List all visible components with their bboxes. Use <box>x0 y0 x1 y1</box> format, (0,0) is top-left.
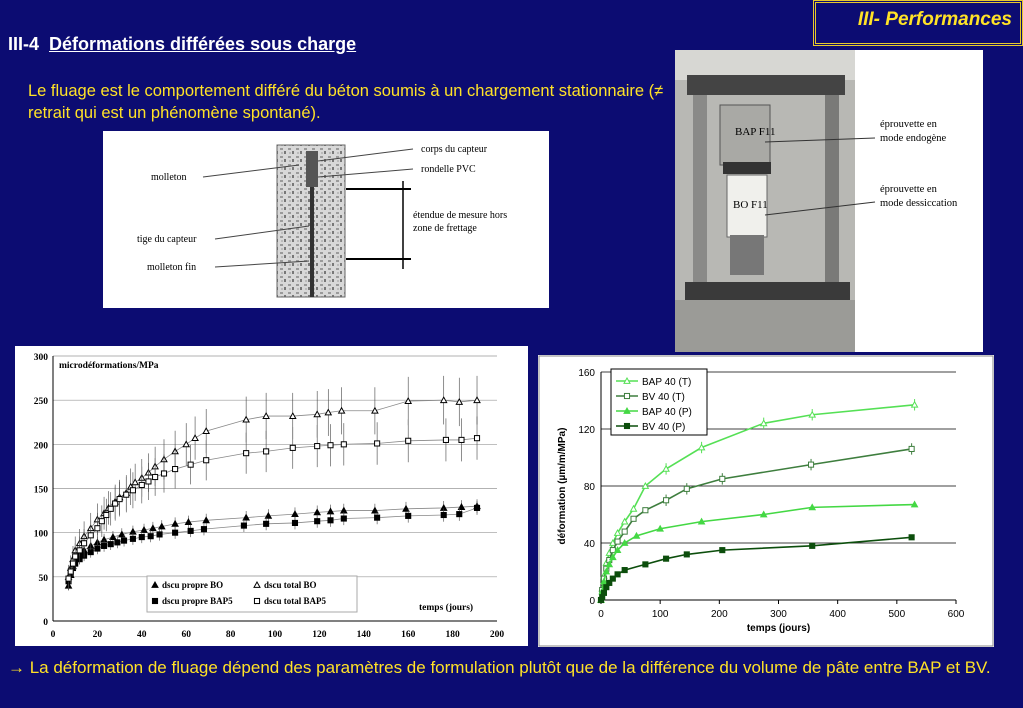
label-tige: tige du capteur <box>137 234 197 245</box>
data-point <box>328 518 333 523</box>
label-corps-capteur: corps du capteur <box>421 144 488 155</box>
x-tick-label: 140 <box>356 630 371 640</box>
trend-line <box>69 508 477 581</box>
data-point <box>643 562 648 567</box>
data-point <box>95 526 100 531</box>
heading-number: III-4 <box>8 34 40 54</box>
x-tick-label: 100 <box>267 630 283 640</box>
y-axis-label: microdéformations/MPa <box>59 361 159 371</box>
data-point <box>139 535 144 540</box>
data-point <box>459 437 464 442</box>
data-point <box>117 497 122 502</box>
data-point <box>188 528 193 533</box>
label-molleton-fin: molleton fin <box>147 262 197 273</box>
sensor-rod <box>310 171 314 297</box>
data-point <box>192 435 198 440</box>
data-point <box>73 554 78 559</box>
data-point <box>474 436 479 441</box>
data-point <box>643 508 648 513</box>
data-point <box>601 590 606 595</box>
data-point <box>909 535 914 540</box>
x-tick-label: 500 <box>888 609 906 620</box>
y-tick-label: 0 <box>589 596 595 607</box>
x-tick-label: 40 <box>137 630 147 640</box>
data-point <box>264 449 269 454</box>
data-point <box>375 441 380 446</box>
chart-right-svg <box>538 355 994 647</box>
section-badge <box>813 0 1023 46</box>
photo-label-1b: mode endogène <box>880 133 947 144</box>
data-point <box>173 530 178 535</box>
y-tick-label: 200 <box>33 441 48 452</box>
y-tick-label: 40 <box>583 539 595 550</box>
data-point <box>720 476 725 481</box>
data-point <box>474 505 479 510</box>
x-tick-label: 60 <box>181 630 191 640</box>
chart-frame <box>539 356 993 646</box>
data-point <box>188 462 193 467</box>
sensor-diagram <box>103 131 549 308</box>
data-point <box>66 576 71 581</box>
x-tick-label: 80 <box>225 630 236 640</box>
specimen-tag-2: BO F11 <box>733 199 768 211</box>
y-tick-label: 120 <box>578 425 595 436</box>
x-tick-label: 300 <box>770 609 787 620</box>
x-axis-label: temps (jours) <box>746 623 811 634</box>
y-tick-label: 100 <box>33 529 48 540</box>
data-point <box>102 543 107 548</box>
data-point <box>406 513 411 518</box>
sensor-body <box>306 151 318 187</box>
data-point <box>622 568 627 573</box>
legend-label: dscu propre BAP5 <box>162 596 233 606</box>
x-tick-label: 400 <box>829 609 847 620</box>
data-point <box>104 512 109 517</box>
y-tick-label: 50 <box>38 573 48 584</box>
x-tick-label: 180 <box>445 630 460 640</box>
legend-marker <box>624 423 629 428</box>
specimen-tag-1: BAP F11 <box>735 126 776 138</box>
data-point <box>161 471 166 476</box>
data-point <box>115 540 120 545</box>
data-point <box>341 516 346 521</box>
data-point <box>108 506 113 511</box>
data-point <box>130 488 135 493</box>
data-point <box>201 527 206 532</box>
heading-title: Déformations différées sous charge <box>49 34 357 54</box>
data-point <box>173 467 178 472</box>
data-point <box>264 521 269 526</box>
data-point <box>315 444 320 449</box>
chart-left-svg <box>15 346 528 646</box>
label-etendue-1: étendue de mesure hors <box>413 210 508 221</box>
y-tick-label: 0 <box>43 618 48 628</box>
intro-text: Le fluage est le comportement différé du béton soumis à un chargement stationnaire (≠ retrait qui est un phénomène spontané). <box>28 82 664 122</box>
x-axis-label: temps (jours) <box>419 603 474 613</box>
data-point <box>292 520 297 525</box>
data-point <box>146 479 151 484</box>
conclusion-text: → La déformation de fluage dépend des paramètres de formulation plutôt que de la différence du volume de pâte entre BAP et BV. <box>8 658 991 677</box>
data-point <box>68 569 73 574</box>
data-point <box>77 548 82 553</box>
data-point <box>406 438 411 443</box>
legend-label: dscu propre BO <box>162 580 224 590</box>
x-tick-label: 100 <box>651 609 669 620</box>
data-point <box>157 532 162 537</box>
legend-label: BAP 40 (P) <box>642 407 692 418</box>
legend-marker <box>152 598 157 603</box>
x-tick-label: 160 <box>401 630 416 640</box>
data-point <box>810 543 815 548</box>
label-molleton: molleton <box>151 172 187 183</box>
data-point <box>130 536 135 541</box>
x-tick-label: 200 <box>710 609 728 620</box>
data-point <box>441 512 446 517</box>
data-point <box>443 437 448 442</box>
trend-line <box>69 506 477 586</box>
data-point <box>315 519 320 524</box>
legend-label: BV 40 (P) <box>642 422 686 433</box>
y-axis-label: déformation (µm/m/MPa) <box>557 427 568 545</box>
sensor-schematic <box>103 131 549 308</box>
legend-marker <box>624 393 629 398</box>
photo-label-1a: éprouvette en <box>880 119 937 130</box>
y-tick-label: 160 <box>578 368 595 379</box>
data-point <box>88 533 93 538</box>
data-point <box>631 516 636 521</box>
data-point <box>95 546 100 551</box>
data-point <box>139 482 144 487</box>
data-point <box>720 548 725 553</box>
data-point <box>153 474 158 479</box>
data-point <box>99 519 104 524</box>
y-tick-label: 150 <box>33 485 48 496</box>
legend-marker <box>254 598 259 603</box>
x-tick-label: 0 <box>598 609 604 620</box>
label-rondelle: rondelle PVC <box>421 164 476 175</box>
data-point <box>70 561 75 566</box>
legend-label: BAP 40 (T) <box>642 377 692 388</box>
data-point <box>328 443 333 448</box>
data-point <box>664 556 669 561</box>
creep-rig-photo <box>675 50 983 352</box>
creep-rig-illustration <box>675 50 983 352</box>
x-tick-label: 200 <box>489 630 505 640</box>
x-tick-label: 0 <box>50 630 56 640</box>
data-point <box>241 523 246 528</box>
data-point <box>684 486 689 491</box>
data-point <box>124 492 129 497</box>
data-point <box>244 451 249 456</box>
y-tick-label: 250 <box>33 397 48 408</box>
creep-chart-bo-bap5 <box>15 346 528 646</box>
x-tick-label: 120 <box>312 630 327 640</box>
creep-chart-bap40-bv40 <box>538 355 994 647</box>
label-etendue-2: zone de frettage <box>413 223 477 234</box>
data-point <box>457 512 462 517</box>
data-point <box>121 538 126 543</box>
data-point <box>664 498 669 503</box>
data-point <box>909 446 914 451</box>
data-point <box>622 529 627 534</box>
legend-label: dscu total BO <box>264 580 317 590</box>
legend-label: dscu total BAP5 <box>264 596 327 606</box>
x-tick-label: 20 <box>92 630 103 640</box>
y-tick-label: 300 <box>33 353 48 363</box>
y-tick-label: 80 <box>583 482 595 493</box>
photo-label-2b: mode dessiccation <box>880 198 958 209</box>
data-point <box>615 539 620 544</box>
data-point <box>88 550 93 555</box>
data-point <box>82 541 87 546</box>
data-point <box>108 542 113 547</box>
legend-label: BV 40 (T) <box>642 392 685 403</box>
data-point <box>148 534 153 539</box>
data-point <box>375 515 380 520</box>
slide-heading <box>8 34 356 55</box>
x-tick-label: 600 <box>947 609 965 620</box>
data-point <box>204 458 209 463</box>
data-point <box>808 462 813 467</box>
photo-label-2a: éprouvette en <box>880 184 937 195</box>
section-title: III- Performances <box>857 9 1012 30</box>
data-point <box>615 572 620 577</box>
data-point <box>341 442 346 447</box>
data-point <box>290 445 295 450</box>
data-point <box>684 552 689 557</box>
